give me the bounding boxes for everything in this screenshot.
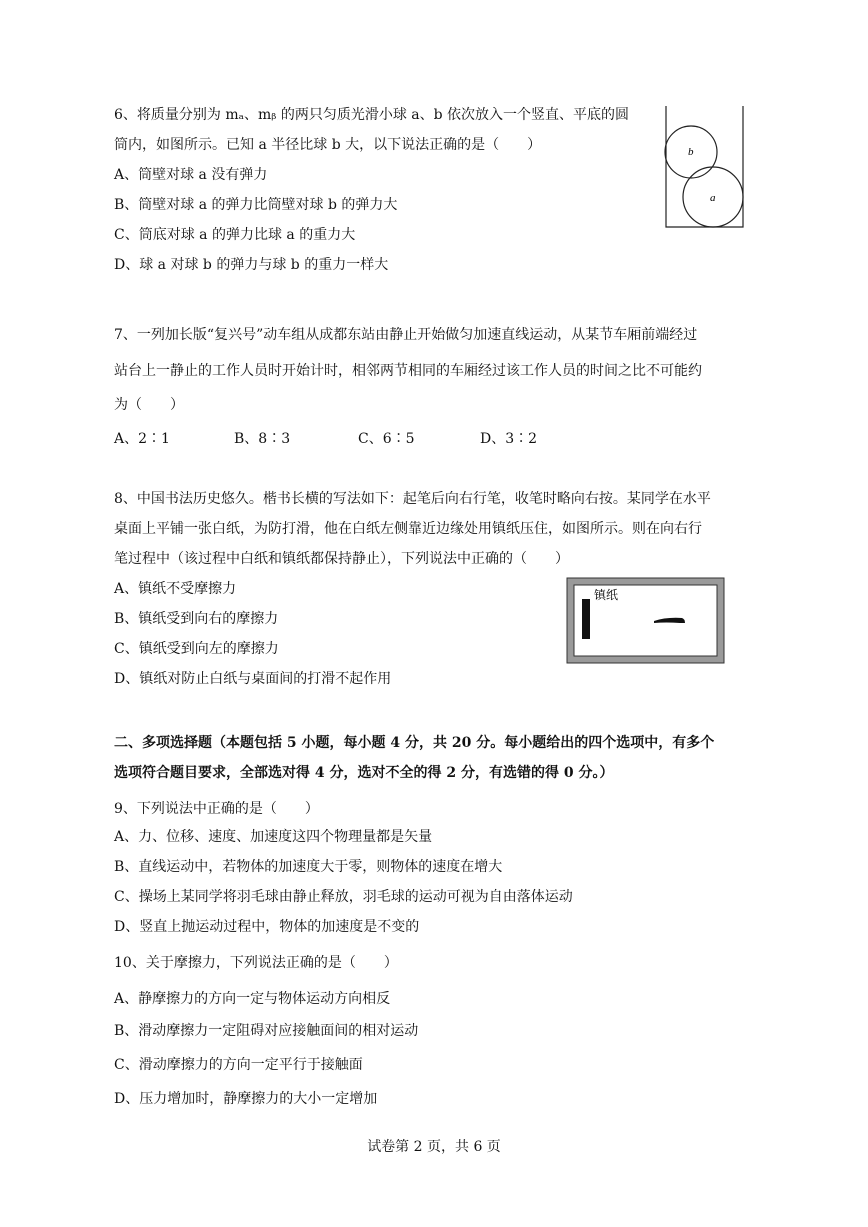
q9-option-c: C、操场上某同学将羽毛球由静止释放，羽毛球的运动可视为自由落体运动	[114, 889, 573, 905]
q7-option-b: B、8∶3	[234, 431, 291, 447]
q8-stem-line3: 笔过程中（该过程中白纸和镇纸都保持静止），下列说法中正确的（ ）	[114, 551, 569, 567]
section2-heading-line2: 选项符合题目要求，全部选对得 4 分，选对不全的得 2 分，有选错的得 0 分。）	[114, 765, 614, 781]
q7-option-d: D、3∶2	[480, 431, 538, 447]
cylinder-outline	[666, 106, 743, 227]
q6-option-c: C、筒底对球 a 的弹力比球 a 的重力大	[114, 227, 356, 243]
q7-option-a: A、2∶1	[114, 431, 170, 447]
q9-option-d: D、竖直上抛运动过程中，物体的加速度是不变的	[114, 919, 420, 935]
q8-option-d: D、镇纸对防止白纸与桌面间的打滑不起作用	[114, 671, 392, 687]
q6-cylinder-figure	[664, 106, 746, 230]
q10-option-a: A、静摩擦力的方向一定与物体运动方向相反	[114, 991, 391, 1007]
q6-option-a: A、筒壁对球 a 没有弹力	[114, 167, 268, 183]
q10-option-c: C、滑动摩擦力的方向一定平行于接触面	[114, 1057, 363, 1073]
ball-b-label: b	[688, 146, 694, 158]
paperweight-label: 镇纸	[594, 588, 619, 602]
q8-paper-figure	[566, 577, 726, 665]
q6-option-b: B、筒壁对球 a 的弹力比筒壁对球 b 的弹力大	[114, 197, 398, 213]
q6-option-d: D、球 a 对球 b 的弹力与球 b 的重力一样大	[114, 257, 389, 273]
q7-stem-line2: 站台上一静止的工作人员时开始计时，相邻两节相同的车厢经过该工作人员的时间之比不可能约	[114, 363, 702, 379]
q8-stem-line1: 8、中国书法历史悠久。楷书长横的写法如下：起笔后向右行笔，收笔时略向右按。某同学在水平	[114, 491, 711, 507]
ball-a-label: a	[710, 192, 716, 204]
page-footer: 试卷第 2 页，共 6 页	[367, 1139, 501, 1155]
section2-heading-line1: 二、多项选择题（本题包括 5 小题，每小题 4 分，共 20 分。每小题给出的四个选项中，有多个	[114, 735, 715, 751]
q9-option-b: B、直线运动中，若物体的加速度大于零，则物体的速度在增大	[114, 859, 503, 875]
q7-stem-line3: 为（ ）	[114, 397, 184, 413]
q8-option-c: C、镇纸受到向左的摩擦力	[114, 641, 279, 657]
q6-stem-line2: 筒内，如图所示。已知 a 半径比球 b 大，以下说法正确的是（ ）	[114, 137, 542, 153]
q9-stem: 9、下列说法中正确的是（ ）	[114, 801, 319, 817]
q8-option-b: B、镇纸受到向右的摩擦力	[114, 611, 279, 627]
q7-stem-line1: 7、一列加长版“复兴号”动车组从成都东站由静止开始做匀加速直线运动，从某节车厢前端经过	[114, 327, 698, 343]
q6-stem-line1: 6、将质量分别为 mₐ、mᵦ 的两只匀质光滑小球 a、b 依次放入一个竖直、平底的圆	[114, 107, 630, 123]
q10-stem: 10、关于摩擦力，下列说法正确的是（ ）	[114, 955, 398, 971]
q8-option-a: A、镇纸不受摩擦力	[114, 581, 237, 597]
q7-option-c: C、6∶5	[358, 431, 415, 447]
paperweight	[582, 599, 590, 639]
q10-option-b: B、滑动摩擦力一定阻碍对应接触面间的相对运动	[114, 1023, 419, 1039]
q9-option-a: A、力、位移、速度、加速度这四个物理量都是矢量	[114, 829, 433, 845]
q10-option-d: D、压力增加时，静摩擦力的大小一定增加	[114, 1091, 378, 1107]
q8-stem-line2: 桌面上平铺一张白纸，为防打滑，他在白纸左侧靠近边缘处用镇纸压住，如图所示。则在向右行	[114, 521, 702, 537]
